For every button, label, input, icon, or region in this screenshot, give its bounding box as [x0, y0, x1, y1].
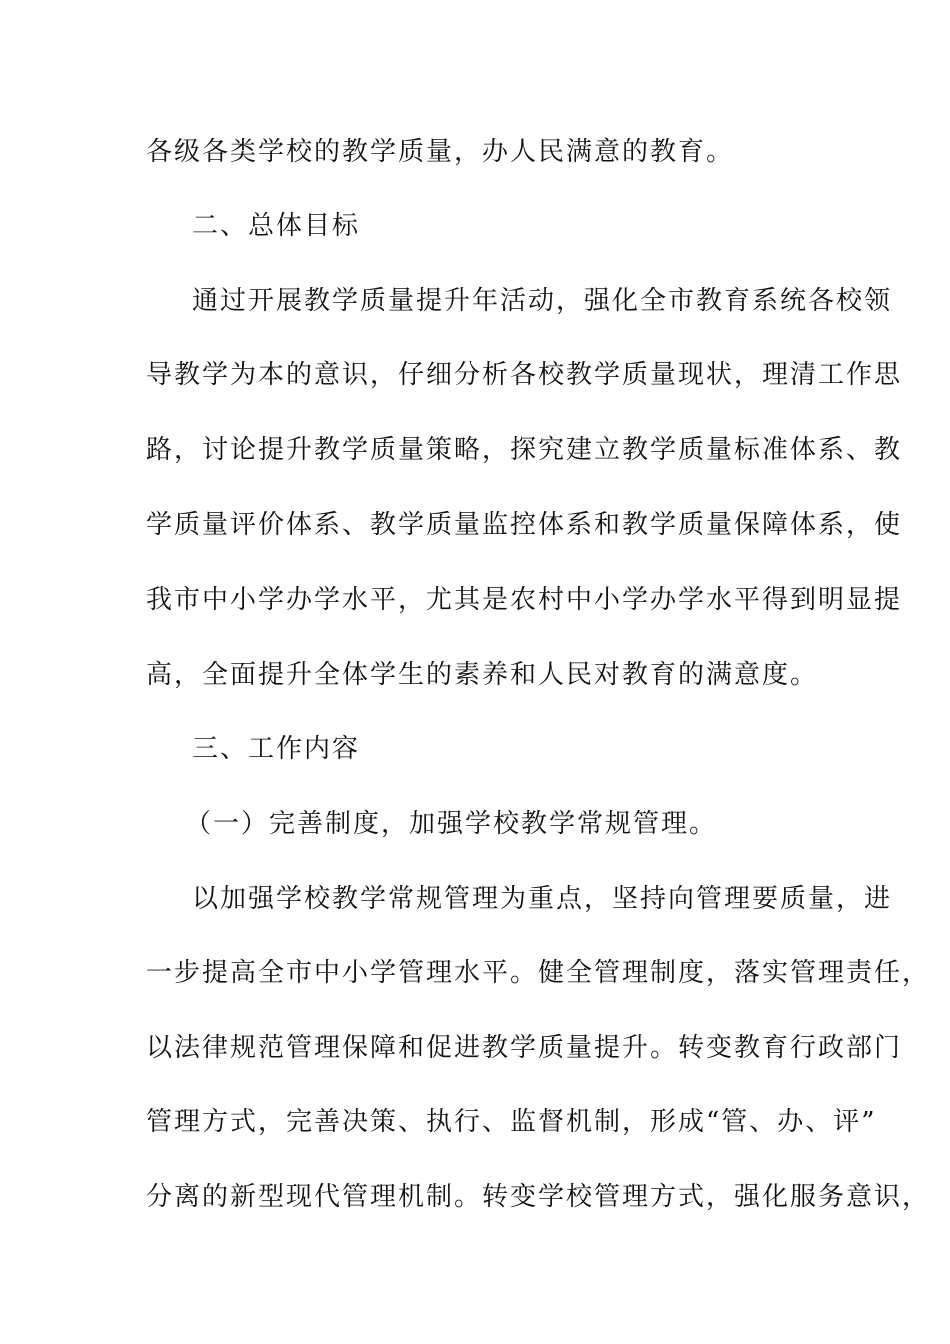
- body-text-line: 导教学为本的意识，仔细分析各校教学质量现状，理清工作思: [146, 360, 903, 390]
- body-text-line: 路，讨论提升教学质量策略，探究建立教学质量标准体系、教: [146, 435, 903, 465]
- subsection-heading: （一）完善制度，加强学校教学常规管理。: [185, 809, 718, 839]
- body-text-line: 分离的新型现代管理机制。转变学校管理方式，强化服务意识，: [146, 1182, 931, 1212]
- body-text-line: 管理方式，完善决策、执行、监督机制，形成“管、办、评”: [146, 1107, 877, 1137]
- section-heading-work-content: 三、工作内容: [192, 734, 361, 764]
- paragraph-first-line: 以加强学校教学常规管理为重点，坚持向管理要质量，进: [192, 884, 893, 914]
- body-text-line: 以法律规范管理保障和促进教学质量提升。转变教育行政部门: [146, 1033, 903, 1063]
- paragraph-first-line: 通过开展教学质量提升年活动，强化全市教育系统各校领: [192, 286, 893, 316]
- body-text-line: 一步提高全市中小学管理水平。健全管理制度，落实管理责任，: [146, 958, 931, 988]
- body-text-line: 高，全面提升全体学生的素养和人民对教育的满意度。: [146, 660, 819, 690]
- body-text-line: 各级各类学校的教学质量，办人民满意的教育。: [146, 137, 735, 167]
- body-text-line: 学质量评价体系、教学质量监控体系和教学质量保障体系，使: [146, 510, 903, 540]
- section-heading-overall-goals: 二、总体目标: [192, 211, 361, 241]
- body-text-line: 我市中小学办学水平，尤其是农村中小学办学水平得到明显提: [146, 585, 903, 615]
